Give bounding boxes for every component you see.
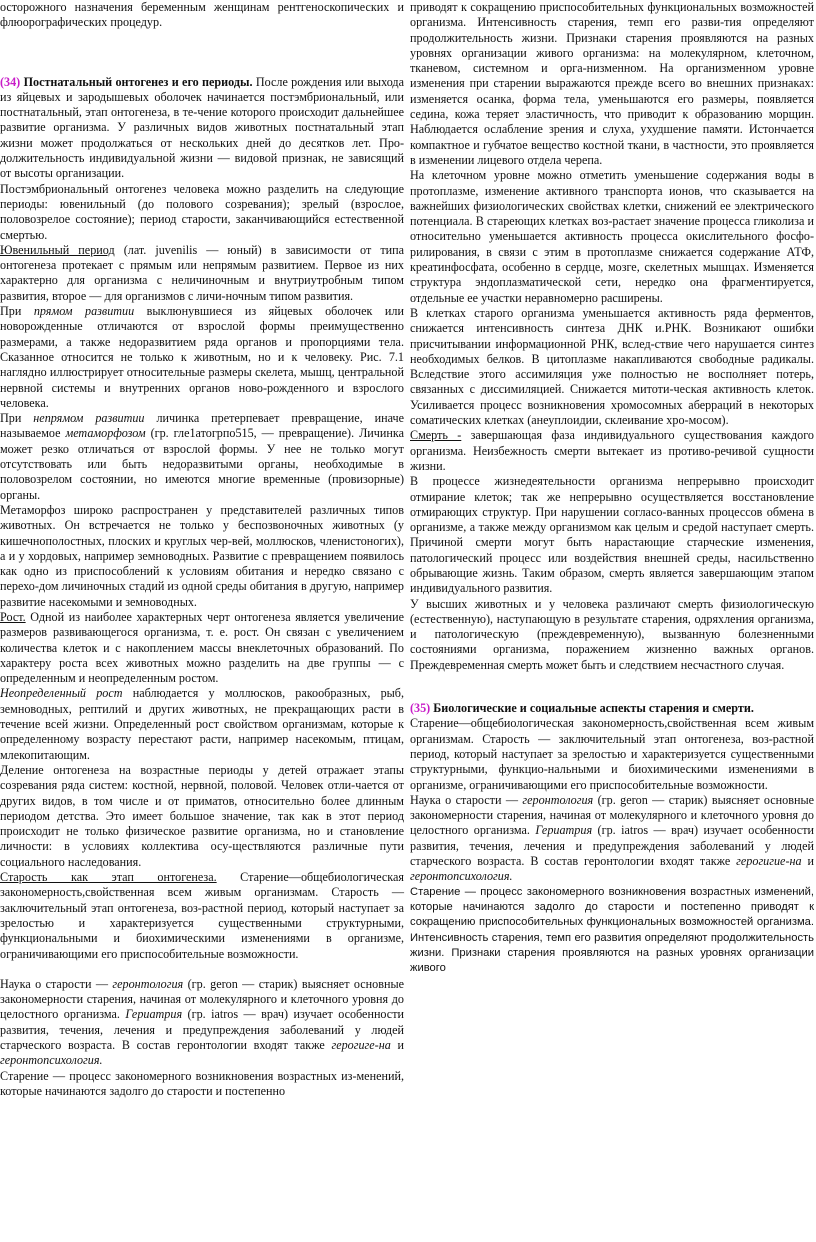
paragraph-death [410,428,814,474]
paragraph-indirect [0,411,404,503]
spacer [0,962,404,977]
paragraph: Старение — процесс закономерного возникновения возрастных из-менений, которые начинаются задолго до старости и постепенно [0,1068,404,1098]
paragraph-final: Старение — процесс закономерного возникновения возрастных изменений, которые начинаются задолго до старости и постепенно приводят к сокращению приспособительных функциональных возможностей организма. Интенсивность старения, темп его развития определяют продолжительность жизни. Признаки старения проявляются на разных уровнях организации живого [410,885,814,975]
paragraph: В клетках старого организма уменьшается активность ряда ферментов, снижается интенсивность синтеза ДНК и.РНК. Возникают ошибки присчитывании информационной РНК, вслед-ствие чего нарушается синтез необходимых белков. В цитоплазме накапливаются свободные радикалы. Вследствие этого ассимиляция уже полностью не восполняет потерь, связанных с диссимиляцией. Снижается митоти-ческая активность клеток. Усиливается процесс возникновения хромосомных аберраций в некоторых соматических клетках (анеуплоидии, склеивание хро-мосом). [410,305,814,428]
section-35 [410,701,814,793]
right-column [410,0,814,976]
term: геронтопсихология. [0,1053,103,1068]
term: геронтология [522,792,594,807]
text: (гр. гле1атогрпо515, — превращение). Личинка может резко отличаться от взрослой формы. У нее не только могут отсутствовать или быть недоразвитыми органы, необходимые в половозрелом состоянии, но имеются многие временные (провизорные) органы. [0,426,405,502]
text: (гр. geron — старик) выясняет основные закономерности старения, начиная от молекулярного и клеточного уровня до целостного организма. [410,792,815,838]
term: геронтология [112,976,184,991]
term: прямом развитии [33,304,135,319]
text: и [390,1038,404,1052]
text: Старение—общебиологическая закономерность,свойственная всем живым организмам. Старость — заключительный этап онтогенеза, воз-растной период, который наступает за зрелостью и характеризуется существенными структурными, функциональными и биохимическими изменениями в организме, ограничивающими его приспособительные возможности. [0,870,404,961]
term: Ювенильный период [0,242,115,257]
paragraph: Постэмбриональный онтогенез человека можно разделить на следующие периоды: ювенильный (до полового созревания); зрелый (взрослое, половозрелое состояние); период старости, заканчивающийся естественной смертью. [0,181,404,242]
text: наблюдается у моллюсков, ракообразных, рыб, земноводных, рептилий и других животных, не прекращающих расти в течение всей жизни. Определенный рост свойством организмам, которые к определенному возрасту перестают расти, например насекомым, птицам, млекопитающим. [0,686,405,762]
paragraph-science [410,793,814,885]
term: Неопределенный рост [0,686,123,701]
paragraph-old-age [0,870,404,962]
text: (гр. geron — старик) выясняет основные закономерности старения, начиная от молекулярного и клеточного уровня до целостного организма. [0,976,405,1022]
text: При [0,411,34,426]
text: (лат. juvenilis — юный) в зависимости от типа онтогенеза протекает с прямым или непрямым развитием. Первое из них характерно для организма с неличиночным и внутриутробным типом развития, второе — для организмов с личи-ночным типом развития. [0,242,405,303]
text: Наука о старости — [0,976,113,991]
section-number: (35) [410,701,431,716]
paragraph-growth [0,610,404,686]
text: При [0,304,34,319]
term: непрямом развитии [33,411,145,426]
term: Гериатрия [535,823,593,838]
text: Наука о старости — [410,792,523,807]
term: Смерть - [410,428,462,443]
paragraph: У высших животных и у человека различают смерть физиологическую (естественную), наступающую в результате старения, одряхления организма, и патологическую (преждевременную), вызванную болезненными состояниями организма, поражением жизненно важных органов. Преждевременная смерть может быть и следствием несчастного случая. [410,596,814,672]
paragraph-direct [0,304,404,411]
spacer [410,673,814,701]
text: Одной из наиболее характерных черт онтогенеза является увеличение размеров развивающегося организма, т. е. рост. Он связан с увеличением количества клеток и с накоплением массы внеклеточных образований. По характеру роста всех животных можно разделить на две группы — с определенным и неопределенным ростом. [0,609,404,686]
spacer [0,31,404,75]
section-34 [0,75,404,182]
section-body: Старение—общебиологическая закономерность,свойственная всем живым организмам. Старость — заключительный этап онтогенеза, воз-растной период, который наступает за зрелостью и характеризуется существенными структурными, функцио-нальными и биохимическими изменениями в организме, ограничивающими его приспособительные возможности. [410,716,814,792]
term: Рост. [0,609,26,624]
text: личинка претерпевает превращение, иначе называемое [0,411,404,441]
section-title: Биологические и социальные аспекты старения и смерти. [433,701,754,716]
paragraph-undetermined [0,686,404,762]
left-column [0,0,404,1099]
paragraph: осторожного назначения беременным женщинам рентгеноскопических и флюорографических процедур. [0,0,404,30]
paragraph-science [0,977,404,1069]
text: (гр. iatros — врач) изучает особенности развития, течения, лечения и предупреждения заболеваний у людей старческого возраста. В состав геронтологии входят также [0,1007,404,1052]
term: герогиге-на [331,1038,391,1052]
term: Гериатрия [125,1007,183,1022]
section-body: После рождения или выхода из яйцевых и зародышевых оболочек начинается постэмбриональный, или постнатальный, этап онтогенеза, в те-чение которого происходит дальнейшее развитие организма. У различных видов животных постнатальный этап жизни может продолжаться от нескольких дней до десятков лет. Про-должительность индивидуальной жизни — видовой признак, не зависящий от высоты организации. [0,74,404,181]
term: геронтопсихология. [410,869,513,884]
paragraph: В процессе жизнедеятельности организма непрерывно происходит отмирание клеток; так же непрерывно осуществляется восстановление отмирающих структур. При нарушении согласо-ванных процессов обмена в организме, а также между организмом как целым и средой наступает смерть. Причиной смерти могут быть нарастающие старческие изменения, патологический процесс или воздействия внешней среды, насильственно обрывающие жизнь. Таким образом, смерть является завершающим этапом индивидуального развития. [410,474,814,596]
paragraph: Деление онтогенеза на возрастные периоды у детей отражает этапы созревания ряда систем: костной, нервной, половой. Человек отли-чается от других видов, в том числе и от приматов, относительно более длинным периодом детства. Это имеет большое значение, так как в этот период происходит не только физическое развитие организма, но и становление личности: в условиях коллектива осу-ществляются различные пути социального наследования. [0,762,404,869]
term: герогигие-на [736,854,802,869]
text: (гр. iatros — врач) изучает особенности развития, течения, лечения и предупреждения заболеваний у людей старческого возраста. В состав геронтологии входят также [410,823,814,869]
term: Старость как этап онтогенеза. [0,870,217,885]
text: завершающая фаза индивидуального существования каждого организма. Неизбежность смерти вытекает из противо-речивой сущности жизни. [410,428,814,473]
paragraph: Метаморфоз широко распространен у представителей различных типов животных. Он встречается не только у беспозвоночных животных (у кишечнополостных, плоских и круглых чер-вей, моллюсков, членистоногих), а и у хордовых, например земноводных. Развитие с превращением появилось как одно из приспособлений к условиям обитания и нередко связано с перехо-дом личиночных стадий из одной среды обитания в другую, например развитие насекомыми и земноводных. [0,502,404,609]
section-number: (34) [0,74,21,89]
text: и [801,854,814,869]
paragraph-juvenile [0,243,404,304]
section-title: Постнатальный онтогенез и его периоды. [23,74,253,89]
term: метаморфозом [65,426,146,441]
paragraph: На клеточном уровне можно отметить уменьшение содержания воды в протоплазме, изменение активного транспорта ионов, что сказывается на важнейших физиологических свойствах клетки, снижений ее электрического потенциала. В стареющих клетках воз-растает значение процесса гликолиза и относительно уменьшается активность процесса окислительного фосфо-рилирования, в связи с этим в протоплазме снижается содержание АТФ, креатинфосфата, особенно в сердце, мозге, скелетных мышцах. Изменяется структура эндоплазматической сети, нередко она фрагментируется, отдельные ее участки неравномерно расширены. [410,168,814,305]
text: выклюнувшиеся из яйцевых оболочек или новорожденные отличаются от взрослой формы преимущественно размерами, а также недоразвитием ряда органов и пропорциями тела. Сказанное относится не только к животным, но и к человеку. Рис. 7.1 наглядно иллюстрирует относительные размеры скелета, мышц, центральной нервной системы и внутренних органов ново-рожденного и взрослого человека. [0,304,404,410]
paragraph: приводят к сокращению приспособительных функциональных возможностей организма. Интенсивность старения, темп его разви-тия определяют продолжительность жизни. Признаки старения проявляются на разных уровнях организации живого организма: на молекулярном, клеточном, тканевом, системном и орга-низменном. На организменном уровне изменения при старении выражаются прежде всего во внешних признаках: изменяется осанка, форма тела, уменьшаются его размеры, появляется седина, кожа теряет эластичность, что приводит к образованию морщин. Наблюдается ослабление зрения и слуха, ухудшение памяти. Истончается компактное и губчатое вещество костной ткани, в частности, это проявляется в изменении лицевого отдела черепа. [410,0,814,167]
